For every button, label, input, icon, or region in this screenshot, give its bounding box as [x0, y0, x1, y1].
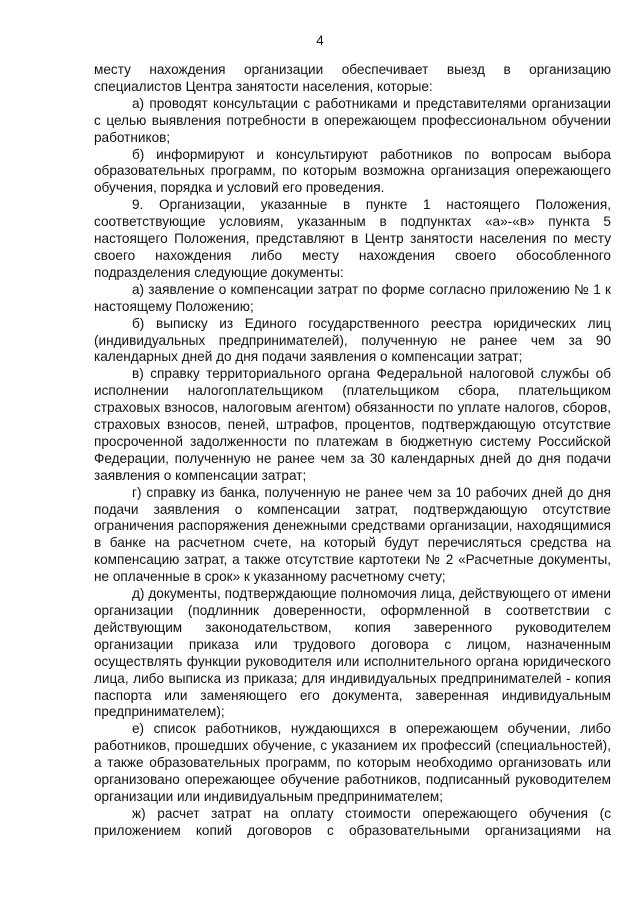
- document-body: [94, 62, 611, 840]
- paragraph-clause-9: 9. Организации, указанные в пункте 1 настоящего Положения, соответствующие условиям, указанным в подпунктах «а»-«в» пункта 5 настоящего Положения, представляют в Центр занятости населения по месту своего нахождения либо месту нахождения своего обособленного подразделения следующие документы:: [94, 197, 611, 280]
- paragraph-item-e-employee-list: е) список работников, нуждающихся в опережающем обучении, либо работников, прошедших обучение, с указанием их профессий (специальностей), а также образовательных программ, по которым необходимо организовать или организовано опережающее обучение работников, подписанный руководителем организации или индивидуальным предпринимателем;: [94, 721, 611, 804]
- paragraph-item-g-bank-certificate: г) справку из банка, полученную не ранее чем за 10 рабочих дней до дня подачи заявления о компенсации затрат, подтверждающую отсутствие ограничения распоряжения денежными средствами организации, находящимися в банке на расчетном счете, на который будут перечисляться средства на компенсацию затрат, а также отсутствие картотеки № 2 «Расчетные документы, не оплаченные в срок» к указанному расчетному счету;: [94, 484, 611, 585]
- paragraph-item-zh-cost-calculation: ж) расчет затрат на оплату стоимости опережающего обучения (с приложением копий договоров с образовательными организациями на: [94, 805, 611, 838]
- paragraph-item-v-tax-certificate: в) справку территориального органа Федеральной налоговой службы об исполнении налогоплательщиком (плательщиком сбора, плательщиком страховых взносов, налоговым агентом) обязанности по уплате налогов, сборов, страховых взносов, пеней, штрафов, процентов, подтверждающую отсутствие просроченной задолженности по платежам в бюджетную систему Российской Федерации, полученную не ранее чем за 30 календарных дней до дня подачи заявления о компенсации затрат;: [94, 366, 611, 483]
- paragraph-item-b-registry-extract: б) выписку из Единого государственного реестра юридических лиц (индивидуальных предпринимателей), полученную не ранее чем за 90 календарных дней до дня подачи заявления о компенсации затрат;: [94, 315, 611, 365]
- page-number: 4: [316, 33, 324, 48]
- paragraph-intro: месту нахождения организации обеспечивает выезд в организацию специалистов Центра занятости населения, которые:: [94, 62, 611, 94]
- paragraph-item-b-inform: б) информируют и консультируют работников по вопросам выбора образовательных программ, по которым возможна организация опережающего обучения, порядка и условий его проведения.: [94, 146, 611, 196]
- paragraph-item-d-authority-documents: д) документы, подтверждающие полномочия лица, действующего от имени организации (подлинник доверенности, оформленной в соответствии с действующим законодательством, копия заверенного руководителем организации приказа или трудового договора с лицом, назначенным осуществлять функции руководителя или исполнительного органа юридического лица, либо выписка из приказа; для индивидуальных предпринимателей - копия паспорта или заменяющего его документа, заверенная индивидуальным предпринимателем);: [94, 586, 611, 720]
- paragraph-item-a-application: а) заявление о компенсации затрат по форме согласно приложению № 1 к настоящему Положению;: [94, 281, 611, 314]
- paragraph-item-a-consult: а) проводят консультации с работниками и представителями организации с целью выявления потребности в опережающем профессиональном обучении работников;: [94, 95, 611, 145]
